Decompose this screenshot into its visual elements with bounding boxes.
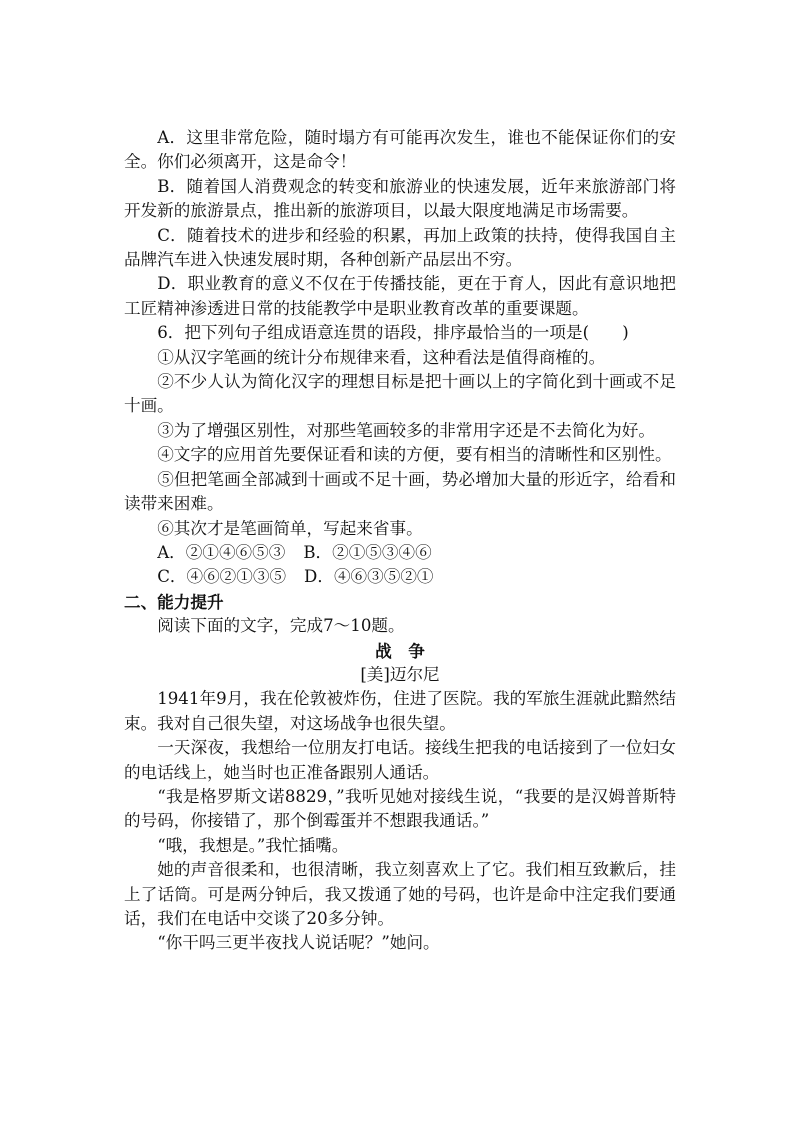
question-6-sentence-2: ②不少人认为简化汉字的理想目标是把十画以上的字简化到十画或不足十画。 [124,372,676,416]
question-6-stem: 6．把下列句子组成语意连贯的语段，排序最恰当的一项是( ) [157,323,629,343]
question-6-sentence-3: ③为了增强区别性，对那些笔画较多的非常用字还是不去简化为好。 [157,420,655,440]
article-title: 战争 [375,640,442,661]
article-paragraph-1: 1941年9月，我在伦敦被炸伤，住进了医院。我的军旅生涯就此黯然结束。我对自己很失望，对这场战争也很失望。 [124,689,676,733]
question-6-option-c: C．④⑥②①③⑤ [157,567,287,587]
article-paragraph-6: “你干吗三更半夜找人说话呢？”她问。 [157,933,440,953]
question-6-sentence-4: ④文字的应用首先要保证看和读的方便，要有相当的清晰性和区别性。 [157,445,672,465]
article-paragraph-4: “哦，我想是。”我忙插嘴。 [157,835,349,855]
prev-option-c: C．随着技术的进步和经验的积累，再加上政策的扶持，使得我国自主品牌汽车进入快速发展时期，各种创新产品层出不穷。 [124,225,676,270]
article-author: [美]迈尔尼 [360,664,440,684]
question-6-option-b: B．②①⑤③④⑥ [303,542,432,562]
section-heading: 二、能力提升 [124,591,224,612]
question-6-options-row-1 [124,541,676,565]
question-6-option-a: A．②①④⑥⑤③ [157,542,286,562]
article-paragraph-2: 一天深夜，我想给一位朋友打电话。接线生把我的电话接到了一位妇女的电话线上，她当时也正准备跟别人通话。 [124,738,676,782]
question-6-sentence-1: ①从汉字笔画的统计分布规律来看，这种看法是值得商榷的。 [157,347,606,367]
document-page [124,126,676,956]
prev-option-b: B．随着国人消费观念的转变和旅游业的快速发展，近年来旅游部门将开发新的旅游景点，推出新的旅游项目，以最大限度地满足市场需要。 [124,176,676,221]
question-6-option-d: D．④⑥③⑤②① [304,567,434,587]
section-instruction: 阅读下面的文字，完成7～10题。 [157,616,405,636]
question-6-options-row-2 [124,565,676,589]
question-6-sentence-5: ⑤但把笔画全部减到十画或不足十画，势必增加大量的形近字，给看和读带来困难。 [124,469,676,514]
prev-option-a: A．这里非常危险，随时塌方有可能再次发生，谁也不能保证你们的安全。你们必须离开，这是命令！ [124,128,676,172]
prev-option-d: D．职业教育的意义不仅在于传播技能，更在于育人，因此有意识地把工匠精神渗透进日常的技能教学中是职业教育改革的重要课题。 [124,274,676,318]
article-paragraph-3: “我是格罗斯文诺8829，”我听见她对接线生说，“我要的是汉姆普斯特的号码，你接错了，那个倒霉蛋并不想跟我通话。” [124,786,676,831]
question-6-sentence-6: ⑥其次才是笔画简单，写起来省事。 [157,518,423,538]
article-paragraph-5: 她的声音很柔和，也很清晰，我立刻喜欢上了它。我们相互致歉后，挂上了话筒。可是两分钟后，我又拨通了她的号码，也许是命中注定我们要通话，我们在电话中交谈了20多分钟。 [124,860,676,928]
